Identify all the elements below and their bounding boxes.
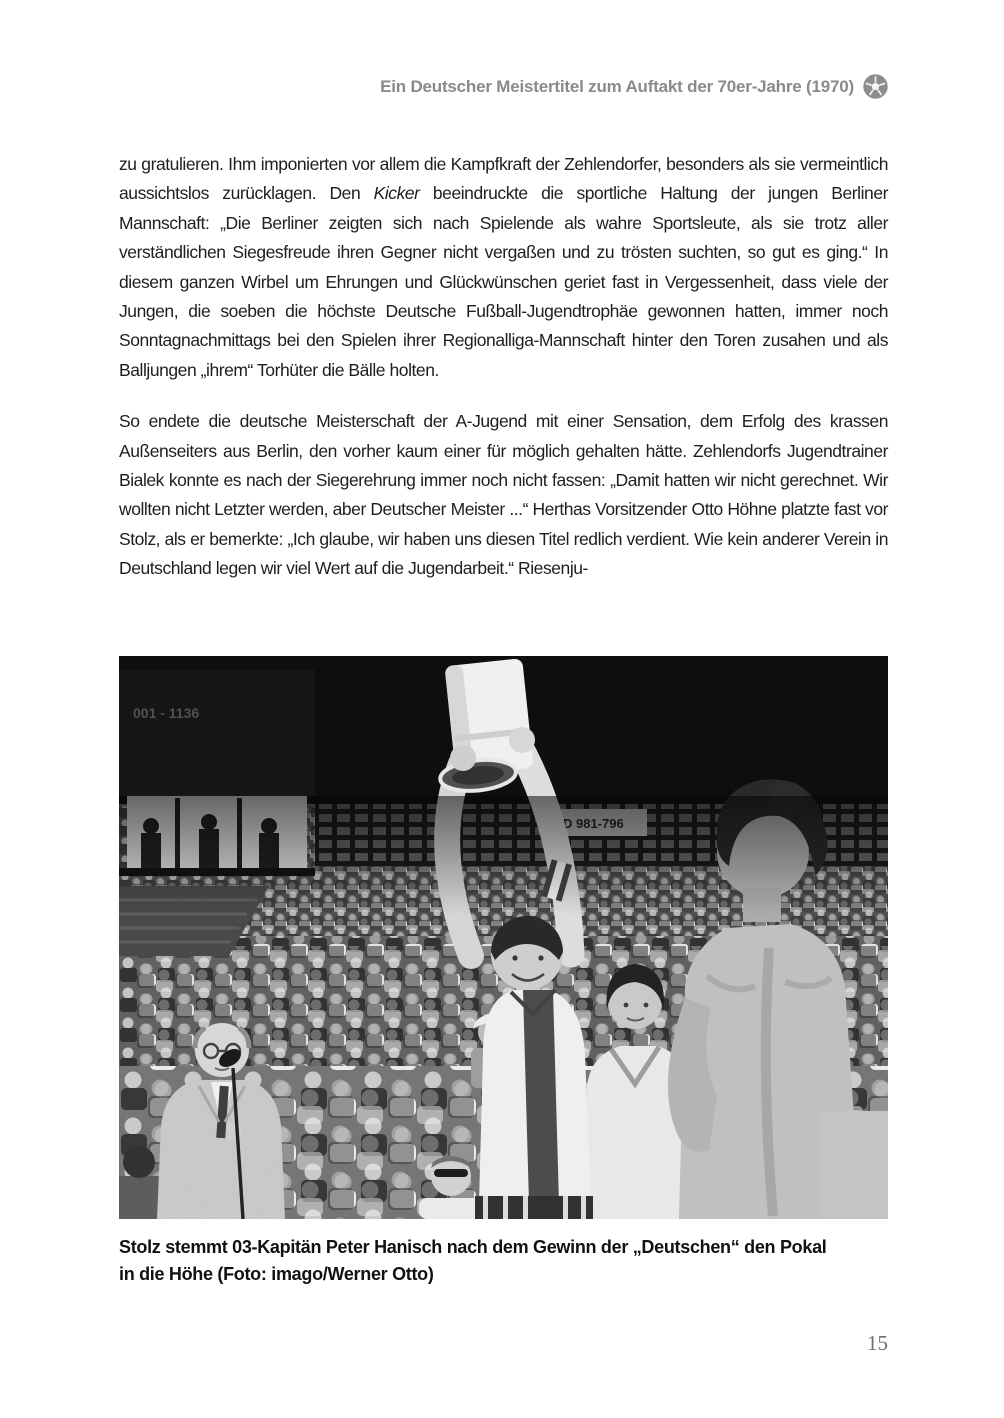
paragraph-1 xyxy=(119,150,888,385)
page-number: 15 xyxy=(867,1331,888,1355)
paragraph-1-text-a: zu gratulieren. Ihm imponierten vor allem die Kampfkraft der Zehlendorfer, besonders als sie vermeintlich aussichtslos zurücklagen. Den xyxy=(119,154,888,204)
soccer-ball-icon xyxy=(863,74,888,99)
running-head xyxy=(119,74,888,99)
booth-sign-text: 001 - 1136 xyxy=(133,705,200,721)
kicker-magazine-name: Kicker xyxy=(373,183,420,204)
photo-caption: Stolz stemmt 03-Kapitän Peter Hanisch nach dem Gewinn der „Deutschen“ den Pokal in die Höhe (Foto: imago/Werner Otto) xyxy=(119,1237,827,1284)
body-copy xyxy=(119,150,888,592)
chapter-title: Ein Deutscher Meistertitel zum Auftakt der 70er-Jahre (1970) xyxy=(380,76,854,96)
paragraph-1-text-b: beeindruckte die sportliche Haltung der jungen Berliner Mannschaft: „Die Berliner zeigten sich nach Spielende als wahre Sportsleute, als sie trotz aller verständlichen Siegesfreude ihren Gegner nicht vergaßen und zu trösten suchten, so gut es ging.“ In diesem ganzen Wirbel um Ehrungen und Glückwünschen geriet fast in Vergessenheit, dass viele der Jungen, die soeben die höchste Deutsche Fußball-Jugendtrophäe gewonnen hatten, immer noch Sonntagnachmittags bei den Spielen ihrer Regionalliga-Mannschaft hinter den Toren zusahen und als Balljungen „ihrem“ Torhüter die Bälle holten. xyxy=(119,183,888,380)
paragraph-2: So endete die deutsche Meisterschaft der A-Jugend mit einer Sensation, dem Erfolg des krassen Außenseiters aus Berlin, den vorher kaum einer für möglich gehalten hätte. Zehlendorfs Jugendtrainer Bialek konnte es nach der Siegerehrung immer noch nicht fassen: „Damit hatten wir nicht gerechnet. Wir wollten nicht Letzter werden, aber Deutscher Meister ...“ Herthas Vorsitzender Otto Höhne platzte fast vor Stolz, als er bemerkte: „Ich glaube, wir haben uns diesen Titel redlich verdient. Wie kein anderer Verein in Deutschland legen wir viel Wert auf die Jugendarbeit.“ Riesenju- xyxy=(119,411,888,579)
match-photo xyxy=(119,656,888,1219)
